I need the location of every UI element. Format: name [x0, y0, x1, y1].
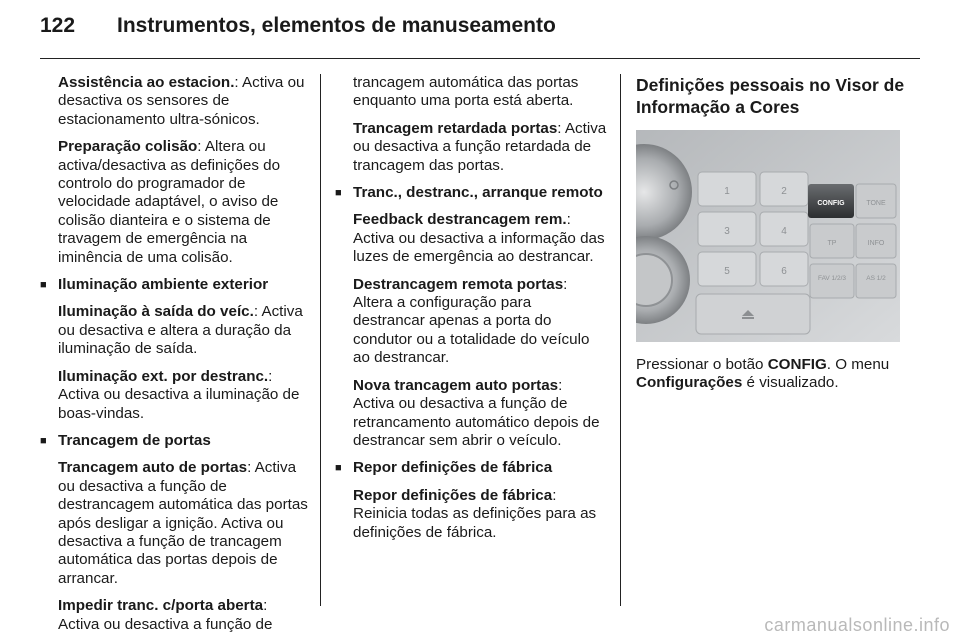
control-panel-photo	[636, 130, 900, 342]
key-label: 3	[724, 226, 730, 237]
key-label: 6	[781, 266, 787, 277]
watermark: carmanualsonline.info	[764, 615, 950, 635]
setting-item	[353, 487, 607, 542]
key-label: TP	[827, 240, 837, 247]
key-label: INFO	[867, 240, 885, 247]
section-bullet: ■ Trancagem de portas	[58, 432, 308, 450]
key-label: 1	[724, 186, 730, 197]
setting-description: : Activa ou desactiva a função de destrancagem automática das portas após desligar a ignição. Activa ou desactiva a função de trancagem automática das portas depois de arrancar.	[58, 459, 308, 587]
key-label: FAV 1/2/3	[817, 275, 847, 282]
section-bullet: ■ Tranc., destranc., arranque remoto	[353, 184, 607, 202]
page-header	[40, 14, 920, 54]
setting-label: Impedir tranc. c/porta aberta	[58, 597, 264, 615]
setting-label: Iluminação à saída do veíc.	[58, 303, 254, 321]
column-divider-2	[620, 74, 621, 606]
setting-description: : Activa ou desactiva a função de	[58, 597, 273, 633]
key-label: 4	[781, 226, 787, 237]
section-bullet: ■ Iluminação ambiente exterior	[58, 276, 308, 294]
column-divider-1	[320, 74, 321, 606]
setting-item	[353, 120, 607, 175]
setting-item	[58, 597, 308, 634]
page-number: 122	[40, 14, 76, 37]
column-3	[636, 74, 906, 393]
setting-description: : Altera a configuração para destrancar apenas a porta do condutor ou a totalidade do veículo ao destrancar.	[353, 275, 590, 367]
setting-description: : Reinicia todas as definições para as definições de fábrica.	[353, 486, 597, 541]
setting-description: : Activa ou desactiva a iluminação de boas-vindas.	[58, 367, 300, 422]
setting-description: : Activa ou desactiva a função retardada de trancagem das portas.	[353, 119, 607, 174]
setting-label: Repor definições de fábrica	[353, 486, 553, 504]
section-bullet: ■ Repor definições de fábrica	[353, 459, 607, 477]
setting-description: : Altera ou activa/desactiva as definições do controlo do programador de velocidade adaptável, o aviso de colisão dianteira e o sistema de travagem de emergência na iminência de uma colisão.	[58, 138, 281, 266]
setting-description: : Activa ou desactiva a informação das luzes de emergência ao destrancar.	[353, 211, 605, 266]
setting-label: Trancagem retardada portas	[353, 119, 558, 137]
setting-label: Trancagem auto de portas	[58, 459, 248, 477]
setting-item	[58, 138, 308, 267]
setting-description: : Activa ou desactiva a função de retrancamento automático depois de destrancar sem abrir o veículo.	[353, 376, 600, 449]
setting-label: Iluminação ext. por destranc.	[58, 367, 269, 385]
setting-description: : Activa ou desactiva os sensores de estacionamento ultra-sónicos.	[58, 74, 305, 128]
setting-label: Feedback destrancagem rem.	[353, 211, 567, 229]
setting-label: Preparação colisão	[58, 138, 198, 156]
key-label: TONE	[866, 200, 886, 207]
control-panel-illustration	[636, 130, 900, 342]
key-label: CONFIG	[817, 200, 845, 207]
setting-item	[58, 74, 308, 129]
continued-text: trancagem automática das portas enquanto uma porta está aberta.	[353, 74, 579, 110]
bottom-key	[696, 294, 810, 334]
column-2	[335, 74, 607, 551]
setting-item	[58, 368, 308, 423]
setting-item	[58, 303, 308, 358]
setting-label: Nova trancagem auto portas	[353, 376, 559, 394]
setting-item	[353, 211, 607, 266]
key-label: AS 1/2	[866, 275, 886, 282]
instruction-text: Pressionar o botão CONFIG. O menu Configurações é visualizado.	[636, 356, 890, 392]
key-label: 5	[724, 266, 730, 277]
setting-label: Assistência ao estacion.	[58, 74, 235, 91]
page-title: Instrumentos, elementos de manuseamento	[117, 14, 556, 37]
setting-item	[353, 276, 607, 368]
section-title: Definições pessoais no Visor de Informação a Cores	[636, 75, 905, 117]
key-label: 2	[781, 186, 787, 197]
setting-item	[353, 377, 607, 451]
setting-item	[58, 459, 308, 588]
setting-label: Destrancagem remota portas	[353, 275, 564, 293]
setting-description: : Activa ou desactiva e altera a duração da iluminação de saída.	[58, 303, 303, 358]
header-divider	[40, 58, 920, 59]
column-1	[40, 74, 308, 642]
